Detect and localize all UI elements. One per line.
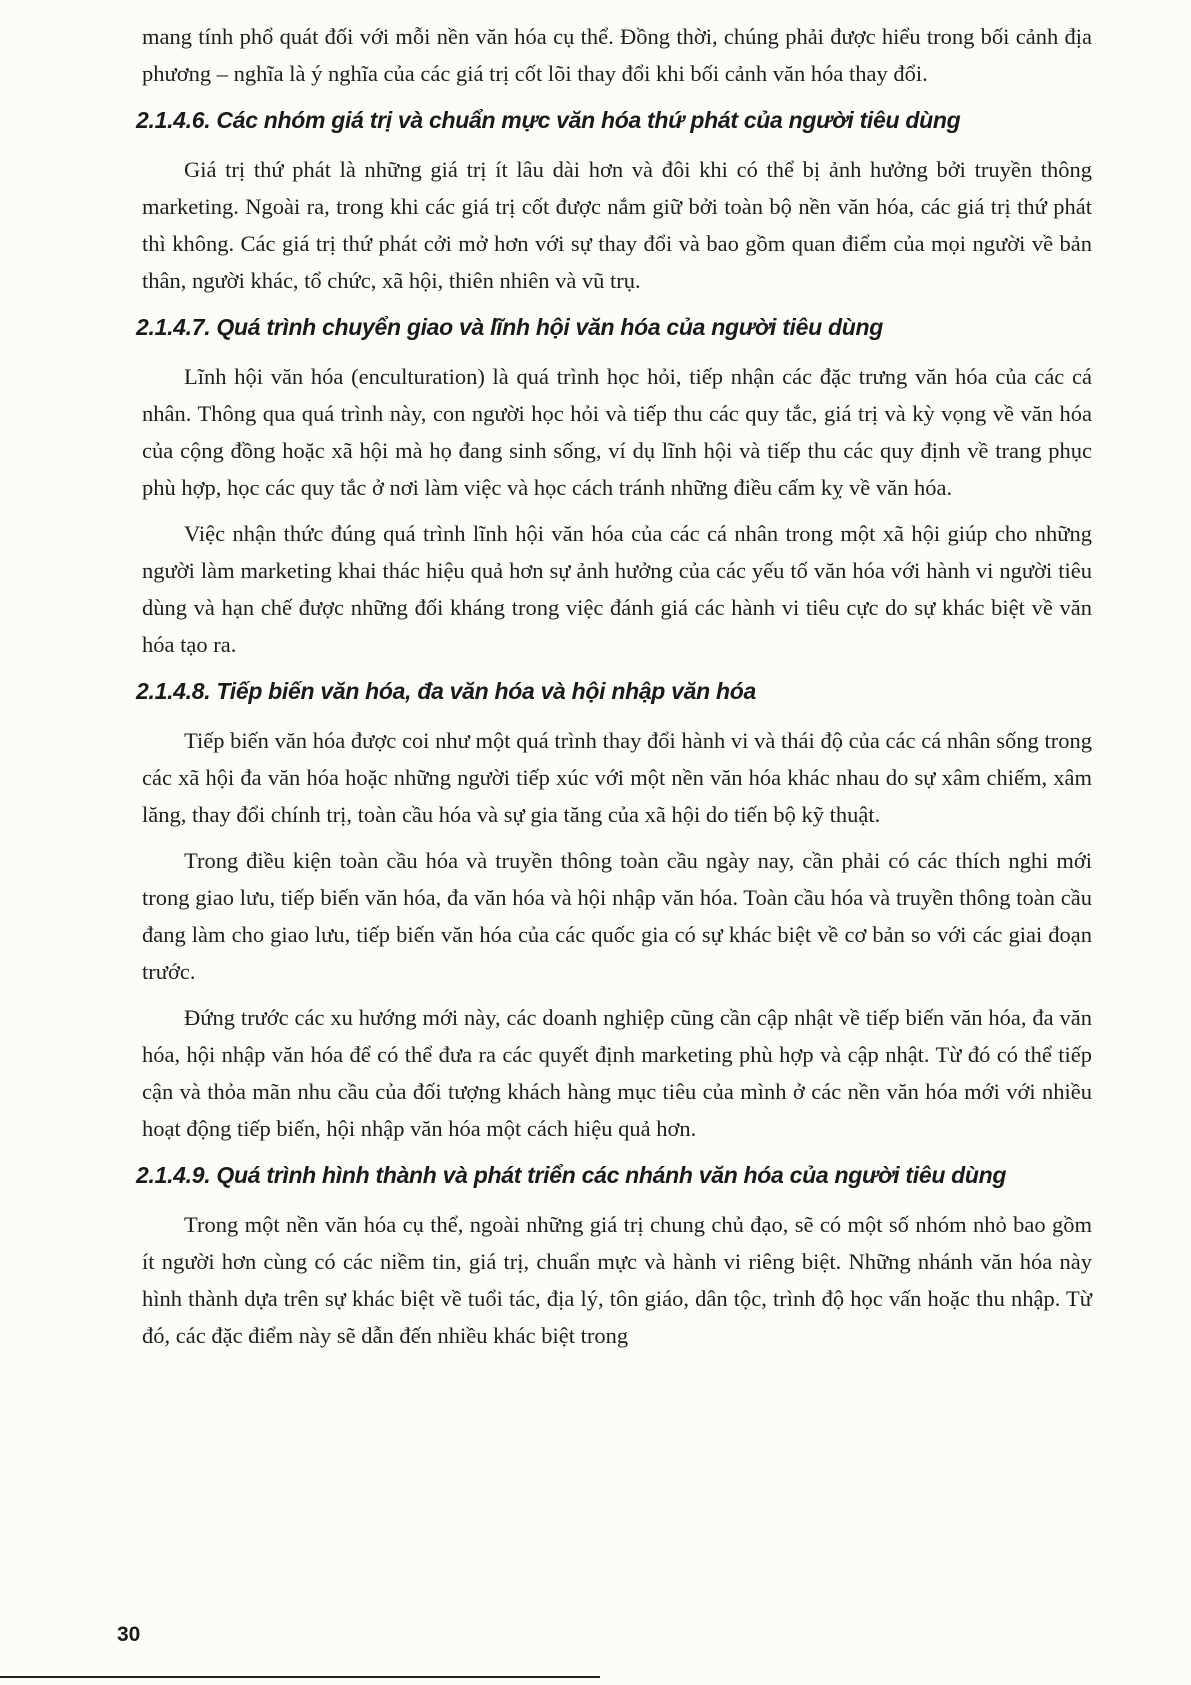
page-content: [136, 18, 1092, 1354]
heading-2-1-4-6: 2.1.4.6. Các nhóm giá trị và chuẩn mực văn hóa thứ phát của người tiêu dùng: [136, 107, 961, 133]
intro-paragraph: mang tính phổ quát đối với mỗi nền văn hóa cụ thể. Đồng thời, chúng phải được hiểu trong bối cảnh địa phương – nghĩa là ý nghĩa của các giá trị cốt lõi thay đổi khi bối cảnh văn hóa thay đổi.: [142, 24, 1092, 86]
paragraph-2-1-4-8-3: Đứng trước các xu hướng mới này, các doanh nghiệp cũng cần cập nhật về tiếp biến văn hóa, đa văn hóa, hội nhập văn hóa để có thể đưa ra các quyết định marketing phù hợp và cập nhật. Từ đó có thể tiếp cận và thỏa mãn nhu cầu của đối tượng khách hàng mục tiêu của mình ở các nền văn hóa mới với nhiều hoạt động tiếp biến, hội nhập văn hóa một cách hiệu quả hơn.: [142, 1005, 1092, 1141]
bottom-rule: [0, 1676, 600, 1678]
page-number: 30: [117, 1623, 141, 1646]
paragraph-2-1-4-7-2: Việc nhận thức đúng quá trình lĩnh hội văn hóa của các cá nhân trong một xã hội giúp cho những người làm marketing khai thác hiệu quả hơn sự ảnh hưởng của các yếu tố văn hóa với hành vi người tiêu dùng và hạn chế được những đối kháng trong việc đánh giá các hành vi tiêu cực do sự khác biệt về văn hóa tạo ra.: [142, 521, 1092, 657]
heading-2-1-4-9: 2.1.4.9. Quá trình hình thành và phát triển các nhánh văn hóa của người tiêu dùng: [136, 1162, 1007, 1188]
paragraph-2-1-4-8-1: Tiếp biến văn hóa được coi như một quá trình thay đổi hành vi và thái độ của các cá nhân sống trong các xã hội đa văn hóa hoặc những người tiếp xúc với một nền văn hóa khác nhau do sự xâm chiếm, xâm lăng, thay đổi chính trị, toàn cầu hóa và sự gia tăng của xã hội do tiến bộ kỹ thuật.: [142, 728, 1092, 827]
heading-2-1-4-8: 2.1.4.8. Tiếp biến văn hóa, đa văn hóa và hội nhập văn hóa: [136, 678, 756, 704]
paragraph-2-1-4-7-1: Lĩnh hội văn hóa (enculturation) là quá trình học hỏi, tiếp nhận các đặc trưng văn hóa của các cá nhân. Thông qua quá trình này, con người học hỏi và tiếp thu các quy tắc, giá trị và kỳ vọng về văn hóa của cộng đồng hoặc xã hội mà họ đang sinh sống, ví dụ lĩnh hội và tiếp thu các quy định về trang phục phù hợp, học các quy tắc ở nơi làm việc và học cách tránh những điều cấm kỵ về văn hóa.: [142, 364, 1092, 500]
paragraph-2-1-4-6-1: Giá trị thứ phát là những giá trị ít lâu dài hơn và đôi khi có thể bị ảnh hưởng bởi truyền thông marketing. Ngoài ra, trong khi các giá trị cốt được nắm giữ bởi toàn bộ nền văn hóa, các giá trị thứ phát thì không. Các giá trị thứ phát cởi mở hơn với sự thay đổi và bao gồm quan điểm của mọi người về bản thân, người khác, tổ chức, xã hội, thiên nhiên và vũ trụ.: [142, 157, 1092, 293]
paragraph-2-1-4-8-2: Trong điều kiện toàn cầu hóa và truyền thông toàn cầu ngày nay, cần phải có các thích nghi mới trong giao lưu, tiếp biến văn hóa, đa văn hóa và hội nhập văn hóa. Toàn cầu hóa và truyền thông toàn cầu đang làm cho giao lưu, tiếp biến văn hóa của các quốc gia có sự khác biệt về cơ bản so với các giai đoạn trước.: [142, 848, 1092, 984]
heading-2-1-4-7: 2.1.4.7. Quá trình chuyển giao và lĩnh hội văn hóa của người tiêu dùng: [136, 314, 883, 340]
paragraph-2-1-4-9-1: Trong một nền văn hóa cụ thể, ngoài những giá trị chung chủ đạo, sẽ có một số nhóm nhỏ bao gồm ít người hơn cùng có các niềm tin, giá trị, chuẩn mực và hành vi riêng biệt. Những nhánh văn hóa này hình thành dựa trên sự khác biệt về tuổi tác, địa lý, tôn giáo, dân tộc, trình độ học vấn hoặc thu nhập. Từ đó, các đặc điểm này sẽ dẫn đến nhiều khác biệt trong: [142, 1212, 1092, 1348]
